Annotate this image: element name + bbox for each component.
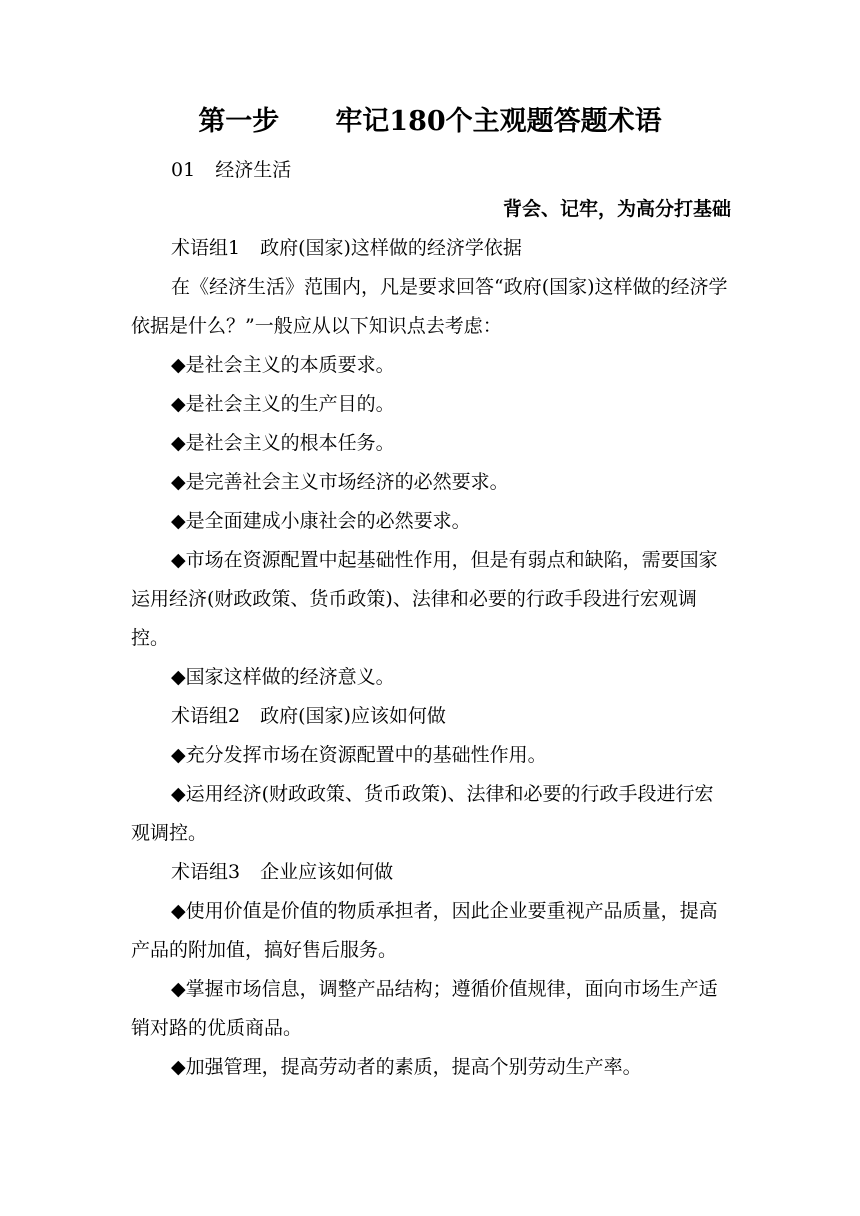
group-title: 企业应该如何做 <box>260 861 394 883</box>
list-item: ◆是社会主义的根本任务。 <box>171 432 395 454</box>
group-intro: 在《经济生活》范围内，凡是要求回答“政府(国家)这样做的经济学依据是什么？”一般应从以下知识点去考虑： <box>131 276 728 337</box>
list-item: ◆国家这样做的经济意义。 <box>171 666 395 688</box>
group-heading-3 <box>131 853 731 892</box>
list-item: ◆运用经济(财政政策、货币政策)、法律和必要的行政手段进行宏观调控。 <box>131 783 714 844</box>
list-item: ◆是全面建成小康社会的必然要求。 <box>171 510 471 532</box>
list-item: ◆是完善社会主义市场经济的必然要求。 <box>171 471 509 493</box>
section-name: 经济生活 <box>215 159 292 181</box>
list-item: ◆是社会主义的生产目的。 <box>171 393 395 415</box>
page-title <box>0 102 860 142</box>
group-title: 政府(国家)应该如何做 <box>260 705 446 727</box>
list-item: ◆充分发挥市场在资源配置中的基础性作用。 <box>171 744 547 766</box>
group-label: 术语组3 <box>171 861 241 883</box>
list-item: ◆掌握市场信息，调整产品结构；遵循价值规律，面向市场生产适销对路的优质商品。 <box>131 978 718 1039</box>
group-label: 术语组2 <box>171 705 241 727</box>
document-body <box>131 151 731 1087</box>
list-item: ◆是社会主义的本质要求。 <box>171 354 395 376</box>
group-label: 术语组1 <box>171 237 241 259</box>
title-step: 第一步 <box>198 106 280 137</box>
group-heading-2 <box>131 697 731 736</box>
slogan: 背会、记牢，为高分打基础 <box>502 198 731 220</box>
title-main: 牢记180个主观题答题术语 <box>335 106 662 137</box>
group-heading-1 <box>131 229 731 268</box>
section-number: 01 <box>171 159 196 181</box>
list-item: ◆使用价值是价值的物质承担者，因此企业要重视产品质量，提高产品的附加值，搞好售后服务。 <box>131 900 718 961</box>
list-item: ◆加强管理，提高劳动者的素质，提高个别劳动生产率。 <box>171 1056 642 1078</box>
list-item: ◆市场在资源配置中起基础性作用，但是有弱点和缺陷，需要国家运用经济(财政政策、货币政策)、法律和必要的行政手段进行宏观调控。 <box>131 549 718 649</box>
section-heading <box>131 151 731 190</box>
group-title: 政府(国家)这样做的经济学依据 <box>260 237 522 259</box>
